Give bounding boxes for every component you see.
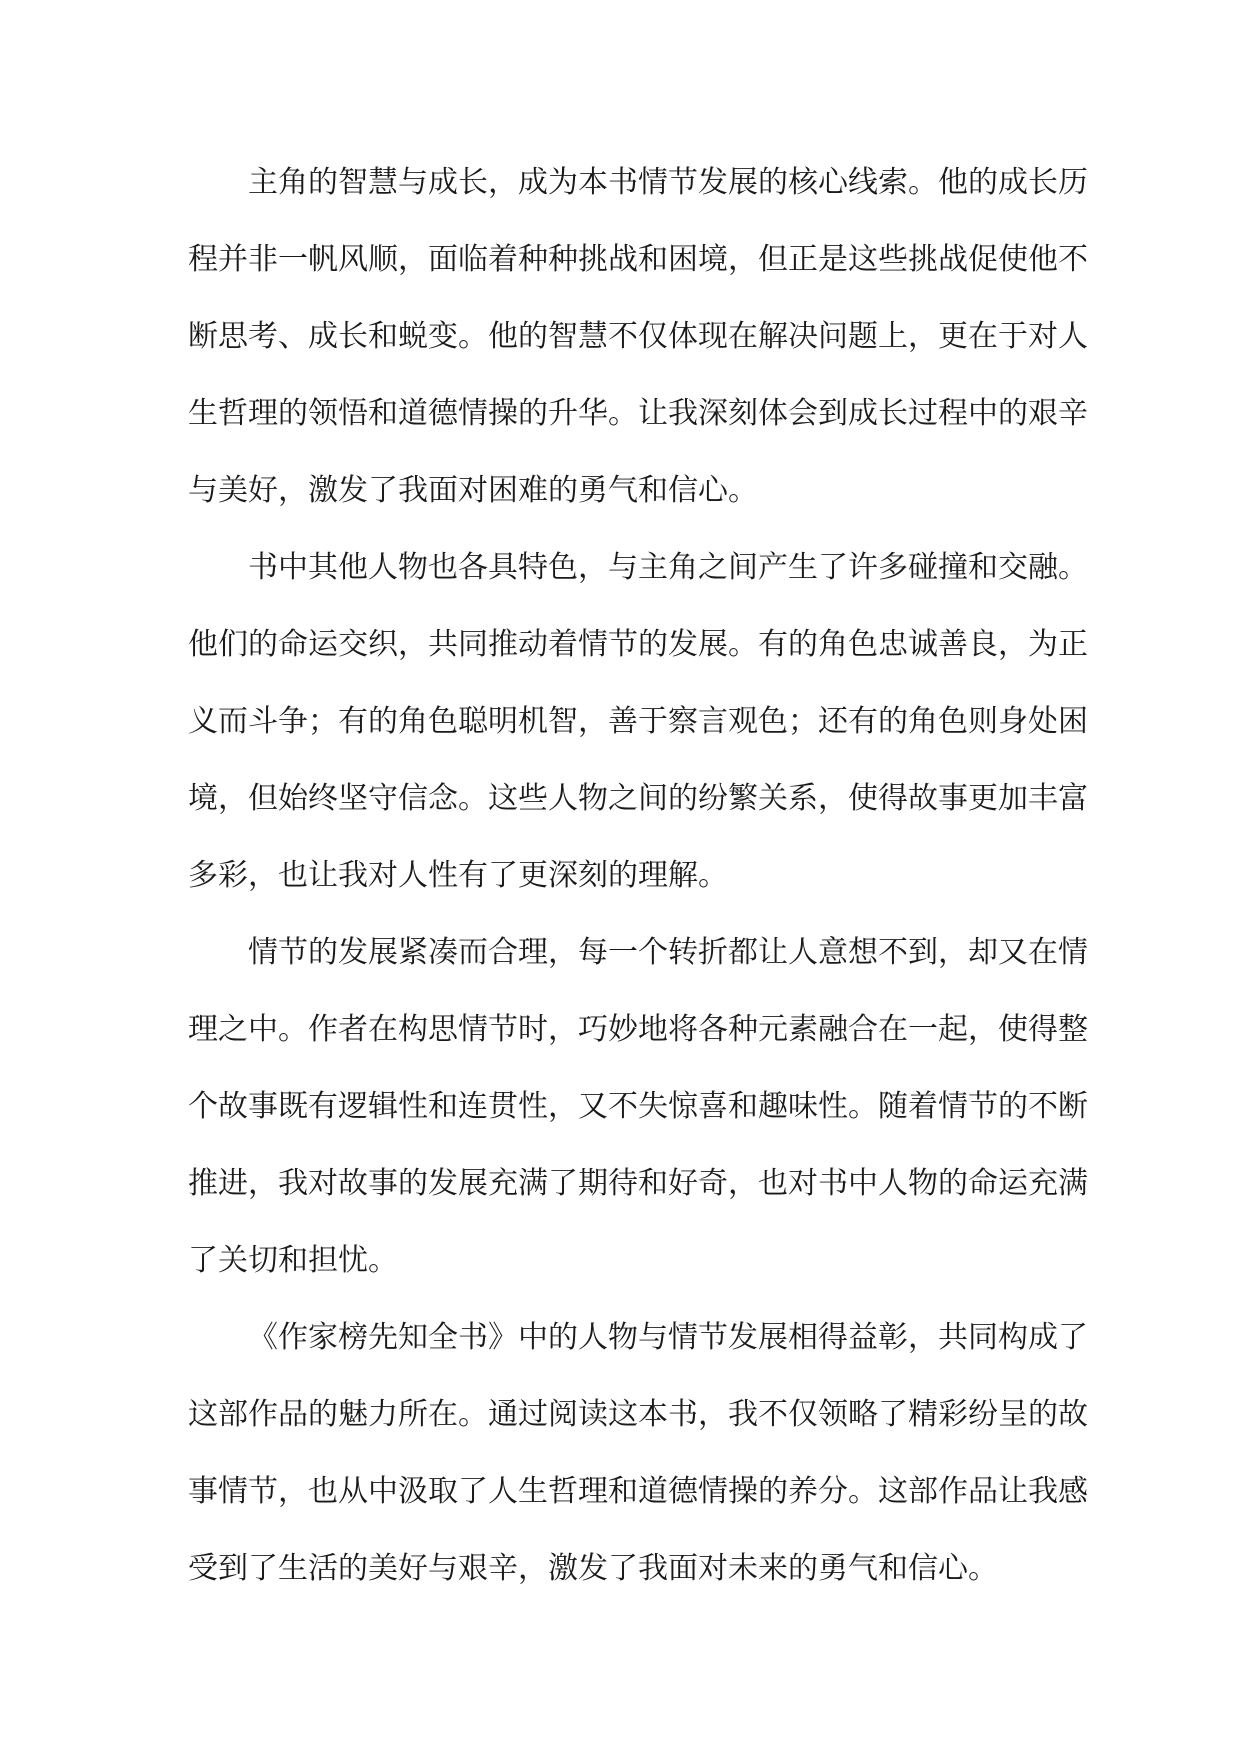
- text-line: 与美好，激发了我面对困难的勇气和信心。: [188, 473, 758, 508]
- paragraph-1: [188, 144, 1088, 529]
- paragraph-2: [188, 529, 1088, 914]
- text-line: 书中其他人物也各具特色，与主角之间产生了许多碰撞和交融。: [248, 550, 1088, 585]
- text-line: 这部作品的魅力所在。通过阅读这本书，我不仅领略了精彩纷呈的故: [188, 1397, 1088, 1432]
- paragraph-4: [188, 1299, 1088, 1607]
- text-line: 主角的智慧与成长，成为本书情节发展的核心线索。他的成长历: [248, 165, 1088, 200]
- paragraph-3: [188, 914, 1088, 1299]
- text-line: 义而斗争；有的角色聪明机智，善于察言观色；还有的角色则身处困: [188, 704, 1088, 739]
- text-line: 境，但始终坚守信念。这些人物之间的纷繁关系，使得故事更加丰富: [188, 781, 1088, 816]
- text-line: 他们的命运交织，共同推动着情节的发展。有的角色忠诚善良，为正: [188, 627, 1088, 662]
- text-line: 多彩，也让我对人性有了更深刻的理解。: [188, 858, 728, 893]
- text-line: 《作家榜先知全书》中的人物与情节发展相得益彰，共同构成了: [248, 1320, 1088, 1355]
- text-line: 理之中。作者在构思情节时，巧妙地将各种元素融合在一起，使得整: [188, 1012, 1088, 1047]
- text-line: 推进，我对故事的发展充满了期待和好奇，也对书中人物的命运充满: [188, 1166, 1088, 1201]
- text-line: 断思考、成长和蜕变。他的智慧不仅体现在解决问题上，更在于对人: [188, 319, 1088, 354]
- text-line: 个故事既有逻辑性和连贯性，又不失惊喜和趣味性。随着情节的不断: [188, 1089, 1088, 1124]
- text-line: 了关切和担忧。: [188, 1243, 398, 1278]
- text-line: 程并非一帆风顺，面临着种种挑战和困境，但正是这些挑战促使他不: [188, 242, 1088, 277]
- text-line: 生哲理的领悟和道德情操的升华。让我深刻体会到成长过程中的艰辛: [188, 396, 1088, 431]
- text-line: 情节的发展紧凑而合理，每一个转折都让人意想不到，却又在情: [248, 935, 1088, 970]
- text-line: 事情节，也从中汲取了人生哲理和道德情操的养分。这部作品让我感: [188, 1474, 1088, 1509]
- body-text: [188, 144, 1088, 1607]
- text-line: 受到了生活的美好与艰辛，激发了我面对未来的勇气和信心。: [188, 1551, 998, 1586]
